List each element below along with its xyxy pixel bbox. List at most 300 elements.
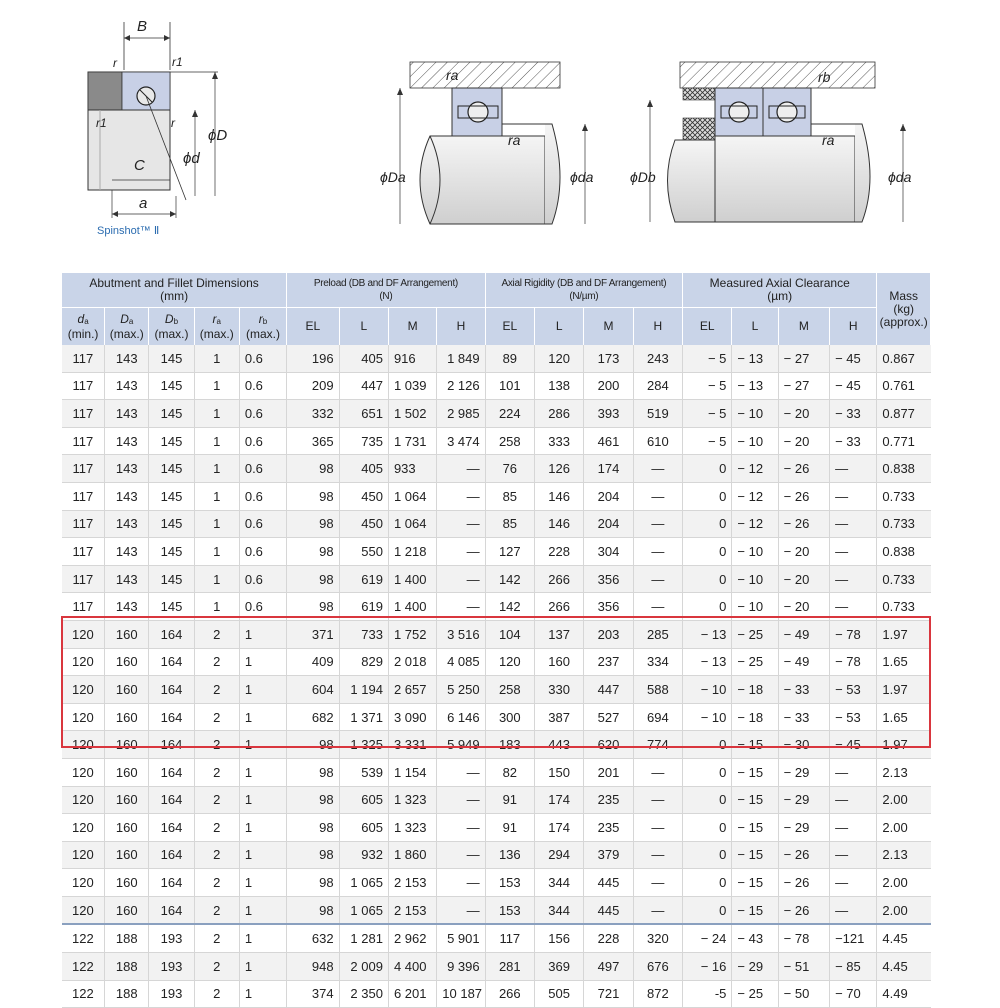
table-cell: — <box>830 841 877 869</box>
table-cell: − 5 <box>683 345 732 372</box>
table-cell: 676 <box>633 953 682 981</box>
table-cell: − 15 <box>732 841 778 869</box>
header-clearance: Measured Axial Clearance (µm) <box>683 273 877 308</box>
label-ra-3: ra <box>822 132 835 148</box>
table-cell: — <box>437 510 485 538</box>
table-cell: 143 <box>105 510 149 538</box>
table-row <box>62 758 931 786</box>
table-cell: 1 400 <box>388 593 436 621</box>
table-row <box>62 620 931 648</box>
table-cell: 120 <box>62 841 105 869</box>
table-cell: 117 <box>62 400 105 428</box>
header-Da: Da (max.) <box>105 308 149 346</box>
table-cell: 1 <box>239 620 286 648</box>
table-cell: 387 <box>534 703 583 731</box>
table-cell: 721 <box>584 980 633 1008</box>
table-cell: 1 325 <box>339 731 388 759</box>
table-cell: − 29 <box>778 814 829 842</box>
table-cell: 0.6 <box>239 427 286 455</box>
table-cell: 142 <box>485 593 534 621</box>
table-cell: — <box>437 869 485 897</box>
table-cell: − 51 <box>778 953 829 981</box>
table-cell: 320 <box>633 924 682 952</box>
table-cell: 5 250 <box>437 676 485 704</box>
table-cell: 0.761 <box>877 372 931 400</box>
table-cell: − 78 <box>830 620 877 648</box>
table-row <box>62 980 931 1008</box>
table-cell: − 33 <box>778 676 829 704</box>
table-cell: 1.97 <box>877 676 931 704</box>
table-cell: − 29 <box>778 758 829 786</box>
table-cell: 1 <box>194 400 239 428</box>
table-cell: — <box>830 593 877 621</box>
table-cell: 188 <box>105 953 149 981</box>
table-cell: 1 371 <box>339 703 388 731</box>
table-cell: 5 901 <box>437 924 485 952</box>
table-cell: — <box>830 510 877 538</box>
table-cell: 193 <box>149 924 194 952</box>
table-cell: — <box>633 565 682 593</box>
table-body <box>62 345 931 1008</box>
table-cell: 1 <box>239 731 286 759</box>
table-cell: 235 <box>584 786 633 814</box>
table-cell: − 29 <box>778 786 829 814</box>
table-cell: 143 <box>105 565 149 593</box>
table-cell: 120 <box>62 814 105 842</box>
table-cell: − 10 <box>732 400 778 428</box>
table-cell: − 25 <box>732 620 778 648</box>
table-cell: 85 <box>485 482 534 510</box>
table-cell: − 12 <box>732 455 778 483</box>
table-cell: −121 <box>830 924 877 952</box>
table-cell: 0.733 <box>877 510 931 538</box>
table-cell: 4.45 <box>877 924 931 952</box>
table-cell: 461 <box>584 427 633 455</box>
table-cell: 145 <box>149 510 194 538</box>
table-cell: 204 <box>584 510 633 538</box>
table-cell: 143 <box>105 427 149 455</box>
table-cell: 620 <box>584 731 633 759</box>
label-C: C <box>134 157 145 174</box>
table-cell: 266 <box>485 980 534 1008</box>
table-cell: 2 153 <box>388 869 436 897</box>
label-phid: ϕd <box>183 150 200 167</box>
table-cell: — <box>437 841 485 869</box>
table-cell: − 16 <box>683 953 732 981</box>
table-cell: 117 <box>62 482 105 510</box>
table-cell: 1 <box>239 786 286 814</box>
table-cell: 10 187 <box>437 980 485 1008</box>
table-cell: 694 <box>633 703 682 731</box>
table-cell: 0 <box>683 482 732 510</box>
table-cell: − 30 <box>778 731 829 759</box>
table-cell: 2 009 <box>339 953 388 981</box>
table-cell: − 26 <box>778 841 829 869</box>
label-r: r <box>113 56 117 70</box>
table-cell: − 26 <box>778 896 829 924</box>
table-row <box>62 896 931 924</box>
table-cell: 120 <box>62 676 105 704</box>
table-row <box>62 924 931 952</box>
table-cell: 91 <box>485 786 534 814</box>
table-cell: 1 <box>239 869 286 897</box>
table-cell: 1 323 <box>388 786 436 814</box>
table-cell: 1 <box>194 372 239 400</box>
table-cell: 4 085 <box>437 648 485 676</box>
table-cell: 143 <box>105 400 149 428</box>
table-cell: 98 <box>287 869 339 897</box>
table-cell: 0 <box>683 455 732 483</box>
table-cell: 1 323 <box>388 814 436 842</box>
mounted-bearing-pair <box>630 62 912 222</box>
table-cell: 300 <box>485 703 534 731</box>
table-cell: 258 <box>485 676 534 704</box>
table-cell: − 85 <box>830 953 877 981</box>
table-cell: 164 <box>149 703 194 731</box>
table-cell: − 25 <box>732 980 778 1008</box>
table-cell: 120 <box>62 731 105 759</box>
table-cell: 117 <box>62 345 105 372</box>
table-cell: 117 <box>62 372 105 400</box>
table-cell: — <box>633 482 682 510</box>
table-cell: 2 962 <box>388 924 436 952</box>
table-cell: — <box>437 565 485 593</box>
table-cell: 160 <box>105 841 149 869</box>
table-cell: 143 <box>105 345 149 372</box>
table-cell: 0 <box>683 731 732 759</box>
table-cell: 3 474 <box>437 427 485 455</box>
table-cell: 120 <box>534 345 583 372</box>
table-cell: 2 985 <box>437 400 485 428</box>
table-cell: − 33 <box>830 400 877 428</box>
table-cell: 98 <box>287 758 339 786</box>
table-row <box>62 593 931 621</box>
table-cell: 285 <box>633 620 682 648</box>
table-cell: 136 <box>485 841 534 869</box>
header-rigidity-el: EL <box>485 308 534 346</box>
table-cell: 0.838 <box>877 538 931 566</box>
table-cell: 228 <box>534 538 583 566</box>
label-phiDb: ϕDb <box>630 169 656 185</box>
table-cell: — <box>437 786 485 814</box>
table-row <box>62 841 931 869</box>
table-cell: 98 <box>287 593 339 621</box>
table-cell: — <box>830 786 877 814</box>
table-cell: − 10 <box>732 538 778 566</box>
table-cell: 224 <box>485 400 534 428</box>
table-cell: 2 350 <box>339 980 388 1008</box>
table-cell: 2.13 <box>877 841 931 869</box>
table-cell: 0.6 <box>239 565 286 593</box>
table-cell: 605 <box>339 786 388 814</box>
table-row <box>62 676 931 704</box>
table-cell: — <box>437 814 485 842</box>
table-cell: 2 <box>194 953 239 981</box>
table-cell: 1 154 <box>388 758 436 786</box>
table-cell: 5 949 <box>437 731 485 759</box>
table-cell: − 15 <box>732 786 778 814</box>
table-cell: 126 <box>534 455 583 483</box>
table-cell: 605 <box>339 814 388 842</box>
table-cell: 619 <box>339 565 388 593</box>
table-cell: 120 <box>62 703 105 731</box>
table-cell: 610 <box>633 427 682 455</box>
table-cell: 0.733 <box>877 565 931 593</box>
table-cell: 160 <box>105 620 149 648</box>
table-cell: 174 <box>584 455 633 483</box>
table-cell: 1 <box>239 814 286 842</box>
header-Db: Db (max.) <box>149 308 194 346</box>
table-cell: 294 <box>534 841 583 869</box>
table-cell: 160 <box>105 869 149 897</box>
table-cell: 82 <box>485 758 534 786</box>
table-cell: 443 <box>534 731 583 759</box>
header-preload: Preload (DB and DF Arrangement) (N) <box>287 273 485 308</box>
table-cell: 365 <box>287 427 339 455</box>
table-cell: 304 <box>584 538 633 566</box>
table-cell: − 12 <box>732 482 778 510</box>
table-cell: 266 <box>534 565 583 593</box>
table-cell: 1 <box>239 703 286 731</box>
table-cell: − 26 <box>778 510 829 538</box>
table-cell: 632 <box>287 924 339 952</box>
table-cell: 651 <box>339 400 388 428</box>
table-row <box>62 455 931 483</box>
header-clearance-el: EL <box>683 308 732 346</box>
table-cell: − 20 <box>778 400 829 428</box>
table-cell: 153 <box>485 869 534 897</box>
table-cell: − 5 <box>683 427 732 455</box>
table-cell: 948 <box>287 953 339 981</box>
table-cell: 0 <box>683 786 732 814</box>
table-cell: 156 <box>534 924 583 952</box>
table-cell: -5 <box>683 980 732 1008</box>
table-cell: 145 <box>149 482 194 510</box>
table-cell: 405 <box>339 455 388 483</box>
table-cell: — <box>437 593 485 621</box>
table-cell: − 27 <box>778 372 829 400</box>
table-cell: 371 <box>287 620 339 648</box>
table-cell: − 45 <box>830 731 877 759</box>
table-cell: 379 <box>584 841 633 869</box>
table-cell: 356 <box>584 565 633 593</box>
label-r-mid: r <box>171 116 175 130</box>
table-cell: − 10 <box>732 427 778 455</box>
table-cell: 1 <box>239 980 286 1008</box>
table-cell: — <box>437 482 485 510</box>
table-cell: 393 <box>584 400 633 428</box>
table-cell: − 13 <box>683 620 732 648</box>
table-cell: 932 <box>339 841 388 869</box>
header-da: da (min.) <box>62 308 105 346</box>
table-cell: 164 <box>149 869 194 897</box>
table-cell: 104 <box>485 620 534 648</box>
table-cell: 0 <box>683 814 732 842</box>
table-row <box>62 400 931 428</box>
table-cell: 120 <box>62 786 105 814</box>
table-cell: 1 860 <box>388 841 436 869</box>
table-cell: − 70 <box>830 980 877 1008</box>
header-rigidity: Axial Rigidity (DB and DF Arrangement) (N/µm) <box>485 273 682 308</box>
table-cell: 1 039 <box>388 372 436 400</box>
table-cell: 2 <box>194 896 239 924</box>
table-cell: 143 <box>105 538 149 566</box>
table-cell: 409 <box>287 648 339 676</box>
header-preload-m: M <box>388 308 436 346</box>
table-cell: − 10 <box>732 593 778 621</box>
label-r1-left: r1 <box>96 116 107 130</box>
table-cell: 1.65 <box>877 648 931 676</box>
table-cell: — <box>633 538 682 566</box>
table-cell: 98 <box>287 482 339 510</box>
table-cell: 2.00 <box>877 786 931 814</box>
table-cell: 2 <box>194 676 239 704</box>
table-cell: 164 <box>149 841 194 869</box>
table-cell: 143 <box>105 593 149 621</box>
table-cell: − 26 <box>778 482 829 510</box>
table-cell: 160 <box>105 676 149 704</box>
table-cell: − 20 <box>778 565 829 593</box>
table-cell: 588 <box>633 676 682 704</box>
single-bearing-section <box>88 18 227 218</box>
table-cell: 196 <box>287 345 339 372</box>
table-cell: 1 <box>194 345 239 372</box>
table-cell: 2 <box>194 980 239 1008</box>
table-cell: 0.877 <box>877 400 931 428</box>
table-row <box>62 953 931 981</box>
table-cell: — <box>830 455 877 483</box>
table-cell: 774 <box>633 731 682 759</box>
table-cell: 101 <box>485 372 534 400</box>
table-cell: 0 <box>683 565 732 593</box>
table-cell: 619 <box>339 593 388 621</box>
spec-table <box>61 272 931 1008</box>
table-cell: 2.00 <box>877 814 931 842</box>
table-cell: 0.6 <box>239 538 286 566</box>
table-cell: 164 <box>149 620 194 648</box>
table-cell: 2 153 <box>388 896 436 924</box>
table-cell: − 5 <box>683 400 732 428</box>
bearing-diagram-svg <box>0 0 1000 260</box>
table-cell: 243 <box>633 345 682 372</box>
table-cell: 174 <box>534 814 583 842</box>
table-cell: 550 <box>339 538 388 566</box>
table-cell: 1 065 <box>339 869 388 897</box>
table-cell: − 27 <box>778 345 829 372</box>
header-clearance-m: M <box>778 308 829 346</box>
table-cell: − 33 <box>830 427 877 455</box>
table-cell: 188 <box>105 980 149 1008</box>
table-cell: 2 <box>194 731 239 759</box>
table-cell: 450 <box>339 482 388 510</box>
table-row <box>62 731 931 759</box>
table-row <box>62 345 931 372</box>
table-cell: − 20 <box>778 538 829 566</box>
table-cell: 164 <box>149 896 194 924</box>
table-cell: 330 <box>534 676 583 704</box>
table-cell: 201 <box>584 758 633 786</box>
table-cell: 2 <box>194 758 239 786</box>
table-cell: 1 281 <box>339 924 388 952</box>
table-cell: − 10 <box>683 676 732 704</box>
table-cell: 334 <box>633 648 682 676</box>
table-cell: 0 <box>683 510 732 538</box>
table-cell: — <box>633 814 682 842</box>
table-cell: 164 <box>149 731 194 759</box>
table-cell: 153 <box>485 896 534 924</box>
header-rb: rb (max.) <box>239 308 286 346</box>
table-cell: 146 <box>534 482 583 510</box>
table-cell: 98 <box>287 731 339 759</box>
table-cell: − 78 <box>830 648 877 676</box>
table-cell: − 50 <box>778 980 829 1008</box>
table-cell: 237 <box>584 648 633 676</box>
table-cell: 6 146 <box>437 703 485 731</box>
table-cell: 1 <box>239 896 286 924</box>
table-cell: − 15 <box>732 869 778 897</box>
table-cell: 76 <box>485 455 534 483</box>
table-row <box>62 538 931 566</box>
table-cell: 98 <box>287 841 339 869</box>
table-cell: 286 <box>534 400 583 428</box>
table-cell: − 15 <box>732 758 778 786</box>
table-cell: 6 201 <box>388 980 436 1008</box>
table-cell: 344 <box>534 896 583 924</box>
table-cell: 3 516 <box>437 620 485 648</box>
table-cell: 1 065 <box>339 896 388 924</box>
table-cell: 1 <box>239 924 286 952</box>
table-cell: 916 <box>388 345 436 372</box>
table-cell: 0 <box>683 593 732 621</box>
table-cell: 117 <box>62 510 105 538</box>
table-cell: 193 <box>149 980 194 1008</box>
label-phiD: ϕD <box>208 127 228 144</box>
table-cell: 204 <box>584 482 633 510</box>
table-cell: 2 <box>194 814 239 842</box>
table-cell: − 45 <box>830 372 877 400</box>
table-cell: − 24 <box>683 924 732 952</box>
table-cell: 604 <box>287 676 339 704</box>
table-cell: 143 <box>105 372 149 400</box>
table-cell: 160 <box>105 731 149 759</box>
table-cell: − 5 <box>683 372 732 400</box>
table-cell: 160 <box>105 758 149 786</box>
table-cell: 117 <box>62 455 105 483</box>
table-cell: 0 <box>683 758 732 786</box>
table-cell: 445 <box>584 896 633 924</box>
table-cell: 164 <box>149 676 194 704</box>
table-cell: — <box>830 482 877 510</box>
table-cell: 193 <box>149 953 194 981</box>
table-cell: 183 <box>485 731 534 759</box>
table-cell: 505 <box>534 980 583 1008</box>
table-cell: 122 <box>62 924 105 952</box>
label-rb: rb <box>818 69 831 85</box>
table-cell: − 78 <box>778 924 829 952</box>
table-cell: 145 <box>149 455 194 483</box>
header-abutment: Abutment and Fillet Dimensions (mm) <box>62 273 287 308</box>
table-cell: 98 <box>287 896 339 924</box>
table-cell: 9 396 <box>437 953 485 981</box>
table-cell: 1 <box>194 565 239 593</box>
header-preload-h: H <box>437 308 485 346</box>
header-ra: ra (max.) <box>194 308 239 346</box>
table-cell: 3 331 <box>388 731 436 759</box>
table-cell: 1 <box>239 648 286 676</box>
table-cell: 1 849 <box>437 345 485 372</box>
table-cell: 445 <box>584 869 633 897</box>
table-cell: − 15 <box>732 731 778 759</box>
